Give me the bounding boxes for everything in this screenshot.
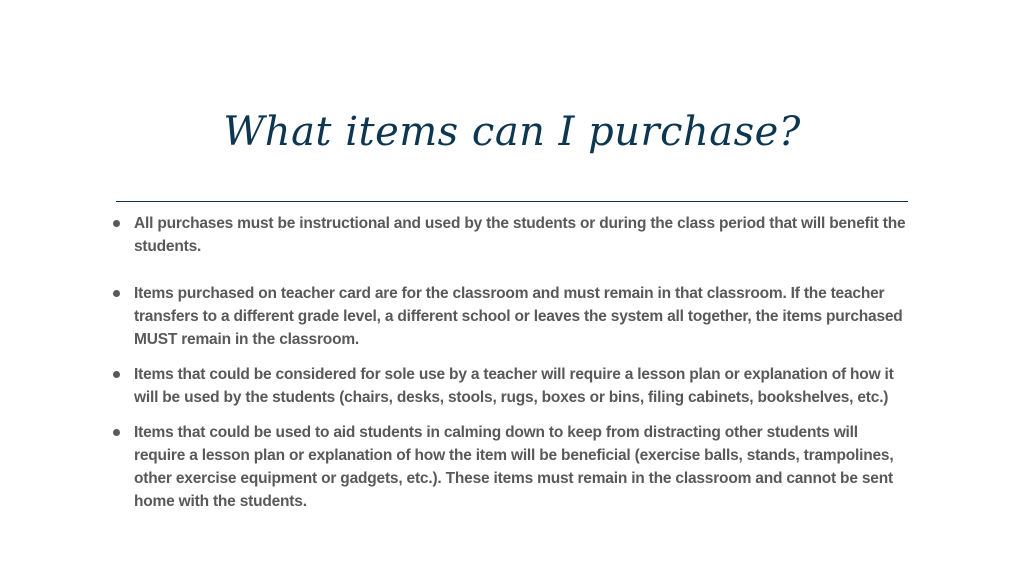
slide-title: What items can I purchase? [223,109,801,155]
bullet-text: All purchases must be instructional and used by the students or during the class period that will benefit the students. [134,215,906,255]
bullet-text: Items that could be considered for sole use by a teacher will require a lesson plan or explanation of how it will be used by the students (chairs, desks, stools, rugs, boxes or bins, filing cabinets, bookshelves, etc.) [134,366,894,406]
bullet-dot-icon [113,290,120,297]
bullet-text: Items purchased on teacher card are for the classroom and must remain in that classroom. If the teacher transfers to a different grade level, a different school or leaves the system all together, the items purchased MUST remain in the classroom. [134,285,903,348]
bullet-list [110,212,910,513]
bullet-item [110,421,910,513]
bullet-dot-icon [113,429,120,436]
title-divider [116,201,908,202]
bullet-item [110,363,910,409]
bullet-item [110,282,910,351]
bullet-dot-icon [113,220,120,227]
bullet-item [110,212,910,258]
bullet-dot-icon [113,371,120,378]
bullet-text: Items that could be used to aid students in calming down to keep from distracting other students will require a lesson plan or explanation of how the item will be beneficial (exercise balls, stands, trampolines, other exercise equipment or gadgets, etc.). These items must remain in the classroom and cannot be sent home with the students. [134,424,894,510]
